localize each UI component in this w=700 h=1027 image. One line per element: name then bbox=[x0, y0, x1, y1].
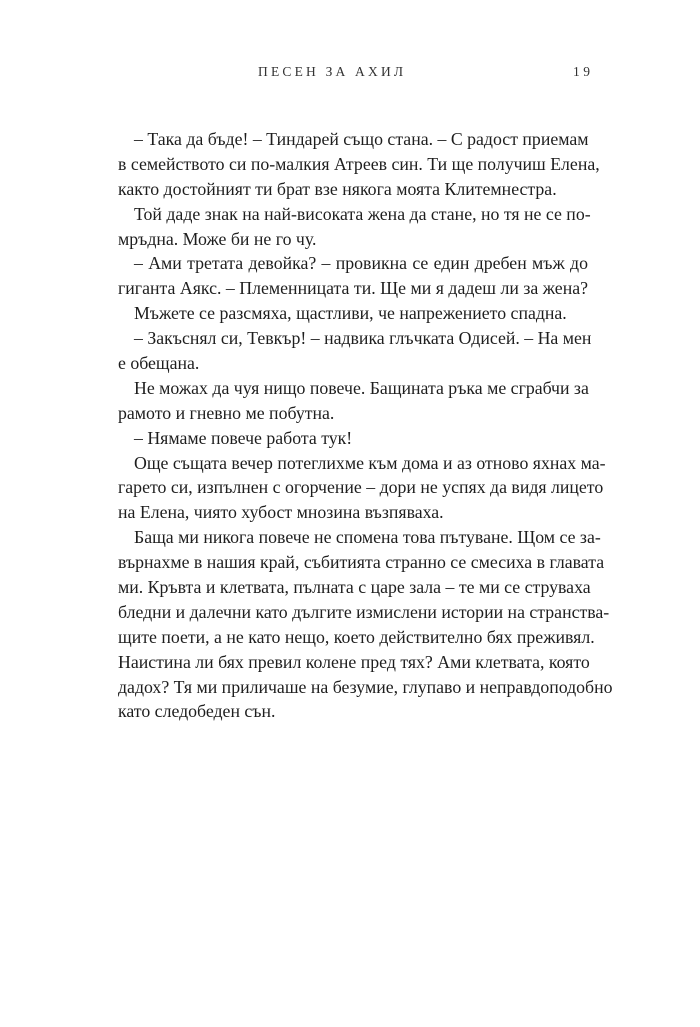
text-line: – Закъснял си, Тевкър! – надвика глъчката Одисей. – На мен bbox=[134, 328, 592, 349]
text-line: Баща ми никога повече не спомена това пътуване. Щом се за- bbox=[134, 527, 601, 548]
text-line: Той даде знак на най-високата жена да стане, но тя не се по- bbox=[134, 203, 591, 224]
text-line: е обещана. bbox=[118, 353, 200, 374]
text-line: в семейството си по-малкия Атреев син. Ти ще получиш Елена, bbox=[118, 153, 600, 174]
text-line: на Елена, чиято хубост мнозина възпяваха. bbox=[118, 502, 444, 523]
text-line: както достойният ти брат взе някога моята Клитемнестра. bbox=[118, 178, 557, 199]
text-line: бледни и далечни като дългите измислени истории на странства- bbox=[118, 601, 610, 622]
text-line: Мъжете се разсмяха, щастливи, че напрежението спадна. bbox=[134, 303, 567, 324]
text-line: като следобеден сън. bbox=[118, 701, 276, 722]
text-line: – Нямаме повече работа тук! bbox=[134, 427, 353, 448]
text-line: гиганта Аякс. – Племенницата ти. Ще ми я дадеш ли за жена? bbox=[118, 278, 588, 299]
text-line: – Така да бъде! – Тиндарей също стана. – С радост приемам bbox=[134, 129, 589, 149]
page-number: 19 bbox=[573, 64, 594, 79]
text-line: мръдна. Може би не го чу. bbox=[118, 228, 317, 249]
text-line: върнахме в нашия край, събитията странно се смесиха в главата bbox=[118, 552, 605, 573]
text-line: ми. Кръвта и клетвата, пълната с царе зала – те ми се струваха bbox=[118, 577, 591, 598]
text-line: Още същата вечер потеглихме към дома и аз отново яхнах ма- bbox=[134, 452, 606, 473]
text-line: дадох? Тя ми приличаше на безумие, глупаво и неправдоподобно bbox=[118, 676, 613, 697]
text-line: гарето си, изпълнен с огорчение – дори не успях да видя лицето bbox=[118, 477, 604, 498]
text-line: Наистина ли бях превил колене пред тях? Ами клетвата, която bbox=[118, 651, 590, 672]
running-title: ПЕСЕН ЗА АХИЛ bbox=[258, 64, 407, 79]
text-line: щите поети, а не като нещо, което действително бях преживял. bbox=[118, 626, 595, 647]
body-text bbox=[118, 127, 613, 724]
running-header bbox=[0, 64, 700, 84]
text-line: Не можах да чуя нищо повече. Бащината ръка ме сграбчи за bbox=[134, 377, 589, 398]
text-line: рамото и гневно ме побутна. bbox=[118, 402, 335, 423]
text-line: – Ами третата девойка? – провикна се един дребен мъж до bbox=[134, 253, 588, 274]
